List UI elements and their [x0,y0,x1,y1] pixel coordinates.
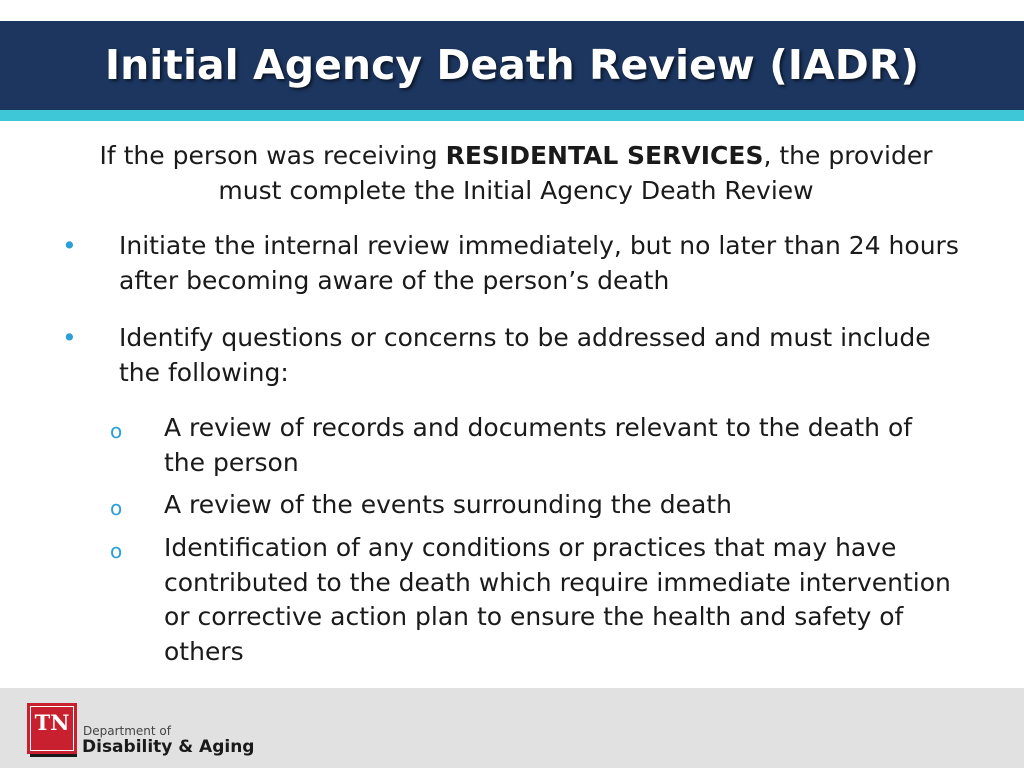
bullet-line: Identify questions or concerns to be addressed and must include [119,323,931,352]
bullet-dot-icon: • [62,231,77,260]
sub-bullet-text [164,488,1005,523]
sub-bullet-line: the person [164,447,299,477]
dept-name: Disability & Aging [82,737,255,757]
sub-bullet-text [164,531,1005,669]
intro-after: , the provider [763,141,933,170]
dept-prefix: Department of [83,724,171,738]
sub-bullet-text [164,411,1005,480]
intro-bold: RESIDENTAL SERVICES [445,141,764,170]
sub-bullet-line: contributed to the death which require immediate intervention [164,567,951,597]
tn-logo-underline [30,754,77,757]
sub-bullet-line: or corrective action plan to ensure the health and safety of [164,602,904,631]
sub-bullet-line: A review of records and documents relevant to the death of [164,413,913,442]
sub-bullet-ring-icon: o [110,496,123,520]
bullet-dot-icon: • [62,323,77,352]
sub-bullet-line: others [164,636,244,666]
sub-bullet-line: Identification of any conditions or practices that may have [164,533,897,562]
sub-bullet-line: A review of the events surrounding the death [164,490,732,519]
intro-text [60,138,972,208]
tn-dept-logo [27,703,255,758]
title-accent-stripe [0,110,1024,121]
slide-title: Initial Agency Death Review (IADR) [104,41,920,89]
sub-bullet-ring-icon: o [110,419,123,443]
intro-line2: must complete the Initial Agency Death Review [218,176,814,205]
tn-logo-mark [27,703,77,754]
bullet-line: Initiate the internal review immediately, but no later than 24 hours [119,231,959,260]
bullet-line: after becoming aware of the person’s death [119,266,670,295]
tn-logo-letters: TN [34,710,70,735]
sub-bullet-ring-icon: o [110,539,123,563]
bullet-line: the following: [119,358,289,387]
intro-before: If the person was receiving [99,141,446,170]
bullet-text [119,228,1002,298]
bullet-text [119,320,1002,390]
